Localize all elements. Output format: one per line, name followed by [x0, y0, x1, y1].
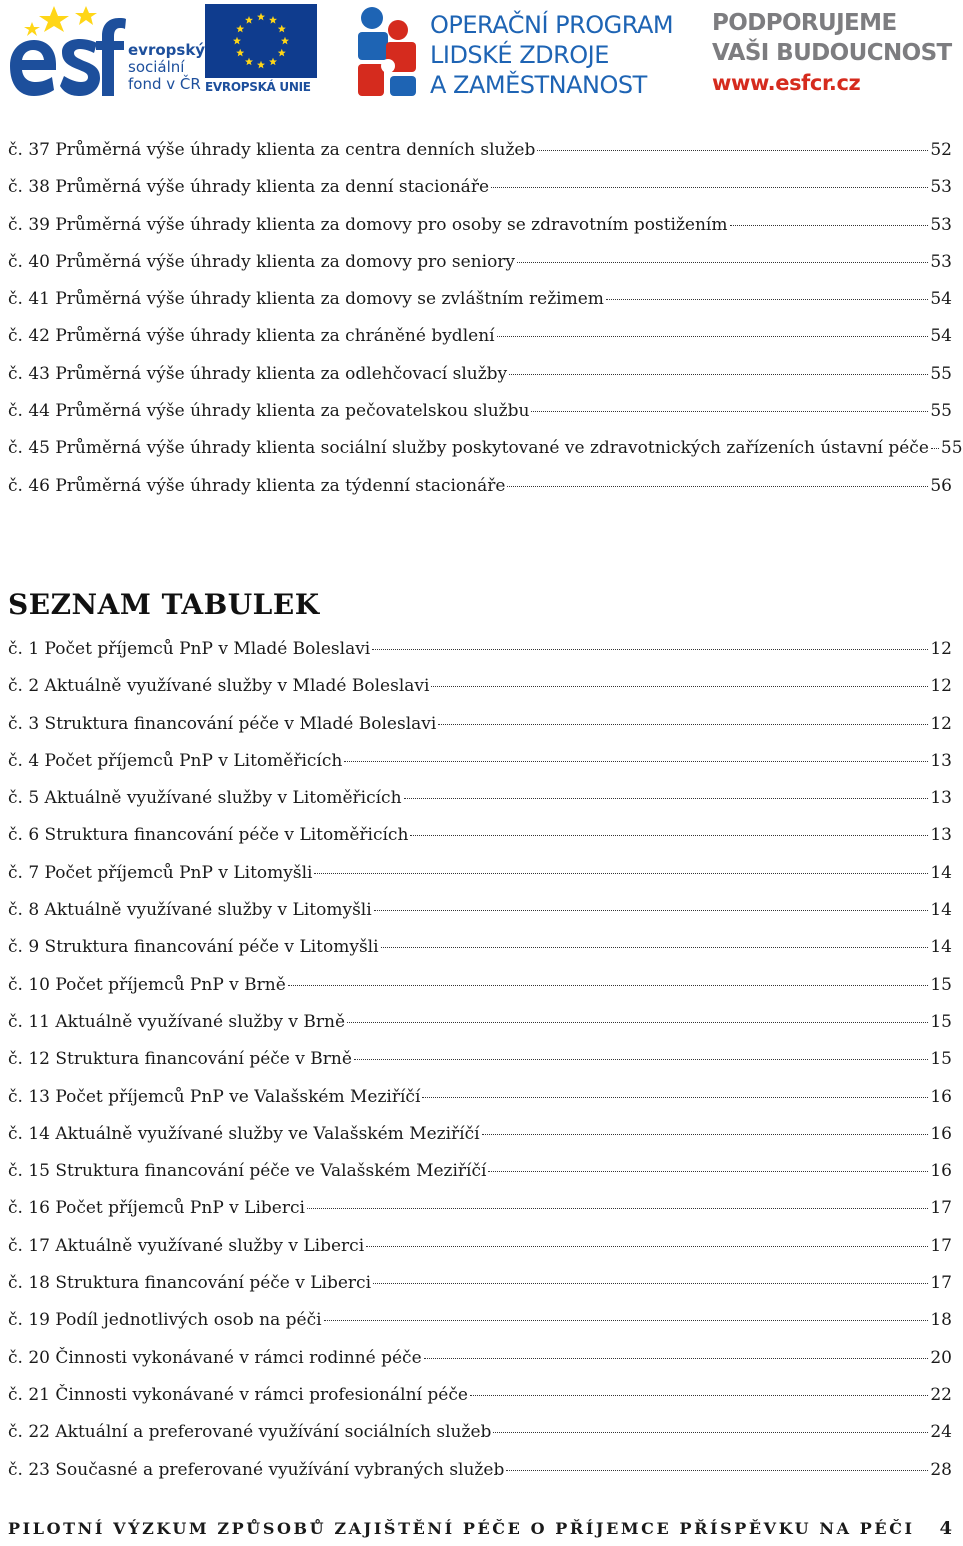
toc-entry[interactable] [8, 1422, 952, 1459]
dot-leader [531, 411, 928, 412]
puzzle-people-icon [352, 4, 424, 98]
toc-entry-text: č. 37 Průměrná výše úhrady klienta za centra denních služeb [8, 140, 536, 160]
footer-title: PILOTNÍ VÝZKUM ZPŮSOBŮ ZAJIŠTĚNÍ PÉČE O PŘÍJEMCE PŘÍSPĚVKU NA PÉČI [8, 1519, 915, 1538]
toc-entry-text: č. 42 Průměrná výše úhrady klienta za chráněné bydlení [8, 326, 495, 347]
toc-entry-text: č. 7 Počet příjemců PnP v Litomyšli [8, 862, 313, 883]
eu-label: EVROPSKÁ UNIE [205, 80, 311, 94]
toc-entry-page: 16 [930, 1161, 952, 1182]
toc-entry-text: č. 21 Činnosti vykonávané v rámci profesionální péče [8, 1384, 468, 1405]
toc-entry-text: č. 20 Činnosti vykonávané v rámci rodinné péče [8, 1347, 422, 1368]
toc-entry-page: 15 [930, 974, 952, 995]
toc-entry[interactable] [8, 1385, 952, 1422]
toc-entry-text: č. 19 Podíl jednotlivých osob na péči [8, 1310, 322, 1331]
dot-leader [373, 1283, 928, 1284]
toc-entry-page: 55 [930, 363, 952, 384]
toc-entry-text: č. 3 Struktura financování péče v Mladé Boleslavi [8, 713, 437, 734]
toc-entry-text: č. 5 Aktuálně využívané služby v Litoměřicích [8, 788, 402, 809]
dot-leader [288, 985, 929, 986]
toc-entry-page: 22 [930, 1384, 952, 1405]
dot-leader [422, 1097, 928, 1098]
dot-leader [381, 947, 929, 948]
esf-subtitle-line-3: fond v ČR [128, 75, 201, 93]
dot-leader [372, 649, 928, 650]
toc-entry-page: 55 [930, 401, 952, 422]
esf-subtitle-line-2: sociální [128, 58, 185, 76]
toc-entry-page: 13 [930, 788, 952, 809]
esf-logo [6, 4, 206, 98]
op-title-line-1: OPERAČNÍ PROGRAM [430, 11, 674, 39]
dot-leader [470, 1395, 928, 1396]
toc-entry[interactable] [8, 177, 952, 214]
toc-entry-text: č. 10 Počet příjemců PnP v Brně [8, 974, 286, 995]
toc-entry-page: 16 [930, 1086, 952, 1107]
toc-entry[interactable] [8, 788, 952, 825]
toc-entry-page: 12 [930, 676, 952, 697]
toc-entry-page: 12 [930, 713, 952, 734]
slogan-line-1: PODPORUJEME [712, 10, 897, 36]
toc-entry[interactable] [8, 937, 952, 974]
eu-logo [205, 4, 317, 98]
toc-entry-page: 56 [930, 475, 952, 496]
toc-entry-page: 15 [930, 1011, 952, 1032]
toc-entry-text: č. 16 Počet příjemců PnP v Liberci [8, 1198, 305, 1219]
dot-leader [509, 374, 928, 375]
toc-entry[interactable] [8, 676, 952, 713]
dot-leader [410, 835, 928, 836]
toc-entry-text: č. 38 Průměrná výše úhrady klienta za denní stacionáře [8, 177, 490, 198]
toc-entry-page: 17 [930, 1198, 952, 1219]
dot-leader [931, 448, 939, 449]
toc-entry-text: č. 39 Průměrná výše úhrady klienta za domovy pro osoby se zdravotním postižením [8, 214, 728, 235]
toc-entry-text: č. 14 Aktuálně využívané služby ve Valašském Meziříčí [8, 1123, 480, 1144]
toc-entry[interactable] [8, 1236, 952, 1273]
dot-leader [497, 336, 929, 337]
toc-entry-page: 14 [930, 862, 952, 883]
slogan-logo [712, 8, 952, 98]
dot-leader [307, 1208, 928, 1209]
toc-entry[interactable] [8, 1161, 952, 1198]
op-title-line-2: LIDSKÉ ZDROJE [430, 41, 609, 69]
dot-leader [438, 724, 928, 725]
toc-entry-page: 53 [930, 214, 952, 235]
toc-entry-text: č. 8 Aktuálně využívané služby v Litomyšli [8, 900, 372, 921]
toc-entry-page: 24 [930, 1422, 952, 1443]
dot-leader [507, 486, 928, 487]
toc-entry-text: č. 9 Struktura financování péče v Litomyšli [8, 937, 379, 958]
toc-entry-text: č. 1 Počet příjemců PnP v Mladé Boleslavi [8, 639, 371, 659]
section-title-tables: SEZNAM TABULEK [8, 588, 320, 621]
toc-entry[interactable] [8, 1348, 952, 1385]
toc-entry-page: 18 [930, 1310, 952, 1331]
dot-leader [506, 1470, 928, 1471]
toc-entry-page: 53 [930, 251, 952, 272]
eu-flag-icon [205, 4, 317, 78]
toc-entry[interactable] [8, 215, 952, 252]
toc-entry[interactable] [8, 975, 952, 1012]
toc-entry[interactable] [8, 1049, 952, 1086]
dot-leader [314, 873, 928, 874]
toc-entry[interactable] [8, 252, 952, 289]
toc-entry-page: 16 [930, 1123, 952, 1144]
toc-entry[interactable] [8, 639, 952, 676]
toc-entry-text: č. 15 Struktura financování péče ve Valašském Meziříčí [8, 1161, 487, 1182]
toc-entry-page: 53 [930, 177, 952, 198]
toc-entry-text: č. 4 Počet příjemců PnP v Litoměřicích [8, 750, 343, 771]
esf-logo-icon [6, 4, 126, 98]
toc-entry-page: 12 [930, 639, 952, 659]
dot-leader [730, 225, 929, 226]
toc-entry-page: 52 [930, 140, 952, 160]
toc-entry-page: 14 [930, 937, 952, 958]
dot-leader [324, 1320, 929, 1321]
page-footer [8, 1518, 952, 1546]
toc-entry-page: 28 [930, 1459, 952, 1480]
dot-leader [404, 798, 929, 799]
toc-entry-text: č. 46 Průměrná výše úhrady klienta za týdenní stacionáře [8, 475, 506, 496]
op-title-line-3: A ZAMĚSTNANOST [430, 71, 647, 99]
toc-entry[interactable] [8, 1124, 952, 1161]
toc-entry-text: č. 2 Aktuálně využívané služby v Mladé Boleslavi [8, 676, 430, 697]
dot-leader [482, 1134, 929, 1135]
toc-entry-page: 54 [930, 326, 952, 347]
toc-entry[interactable] [8, 438, 963, 475]
toc-entry-text: č. 22 Aktuální a preferované využívání sociálních služeb [8, 1422, 492, 1443]
toc-entry-text: č. 45 Průměrná výše úhrady klienta sociální služby poskytované ve zdravotnických zařízeních ústavní péče [8, 438, 929, 459]
toc-entry[interactable] [8, 1310, 952, 1347]
toc-entry-page: 55 [940, 438, 963, 459]
toc-entry[interactable] [8, 900, 952, 937]
toc-entry[interactable] [8, 825, 952, 862]
toc-entry-page: 13 [930, 750, 952, 771]
toc-entry-text: č. 11 Aktuálně využívané služby v Brně [8, 1011, 346, 1032]
dot-leader [366, 1246, 928, 1247]
toc-entry-page: 13 [930, 825, 952, 846]
toc-entry-text: č. 18 Struktura financování péče v Liberci [8, 1273, 372, 1294]
slogan-line-2: VAŠI BUDOUCNOST [712, 40, 952, 66]
toc-entry[interactable] [8, 863, 952, 900]
dot-leader [517, 262, 928, 263]
toc-entry[interactable] [8, 1198, 952, 1235]
dot-leader [374, 910, 929, 911]
toc-entry-text: č. 17 Aktuálně využívané služby v Liberci [8, 1235, 365, 1256]
dot-leader [491, 187, 928, 188]
toc-entry-page: 20 [930, 1347, 952, 1368]
dot-leader [488, 1171, 928, 1172]
esf-url-link[interactable]: www.esfcr.cz [712, 71, 861, 95]
toc-entry-text: č. 43 Průměrná výše úhrady klienta za odlehčovací služby [8, 363, 508, 384]
toc-entry-text: č. 40 Průměrná výše úhrady klienta za domovy pro seniory [8, 251, 516, 272]
dot-leader [344, 761, 928, 762]
toc-entry-text: č. 13 Počet příjemců PnP ve Valašském Meziříčí [8, 1086, 421, 1107]
dot-leader [537, 150, 928, 151]
toc-entry[interactable] [8, 326, 952, 363]
toc-entry[interactable] [8, 140, 952, 177]
toc-entry-text: č. 23 Současné a preferované využívání vybraných služeb [8, 1459, 505, 1480]
tables-toc-list [8, 639, 952, 1497]
dot-leader [431, 686, 928, 687]
toc-entry[interactable] [8, 1087, 952, 1124]
esf-subtitle-line-1: evropský [128, 41, 206, 59]
toc-entry[interactable] [8, 714, 952, 751]
toc-entry[interactable] [8, 401, 952, 438]
op-logo [352, 4, 692, 98]
toc-entry[interactable] [8, 476, 952, 513]
header-logos [0, 0, 960, 110]
toc-entry[interactable] [8, 751, 952, 788]
graphs-toc-list [8, 140, 963, 513]
toc-entry[interactable] [8, 1460, 952, 1497]
dot-leader [424, 1358, 929, 1359]
toc-entry-page: 17 [930, 1273, 952, 1294]
toc-entry[interactable] [8, 1273, 952, 1310]
toc-entry-page: 54 [930, 289, 952, 310]
dot-leader [354, 1059, 928, 1060]
dot-leader [347, 1022, 928, 1023]
toc-entry-page: 17 [930, 1235, 952, 1256]
toc-entry[interactable] [8, 289, 952, 326]
toc-entry-page: 15 [930, 1049, 952, 1070]
toc-entry-text: č. 41 Průměrná výše úhrady klienta za domovy se zvláštním režimem [8, 289, 604, 310]
toc-entry-page: 14 [930, 900, 952, 921]
page-number: 4 [939, 1518, 952, 1539]
dot-leader [606, 299, 928, 300]
toc-entry-text: č. 12 Struktura financování péče v Brně [8, 1049, 352, 1070]
toc-entry-text: č. 6 Struktura financování péče v Litoměřicích [8, 825, 409, 846]
toc-entry-text: č. 44 Průměrná výše úhrady klienta za pečovatelskou službu [8, 401, 530, 422]
toc-entry[interactable] [8, 364, 952, 401]
dot-leader [493, 1432, 928, 1433]
toc-entry[interactable] [8, 1012, 952, 1049]
